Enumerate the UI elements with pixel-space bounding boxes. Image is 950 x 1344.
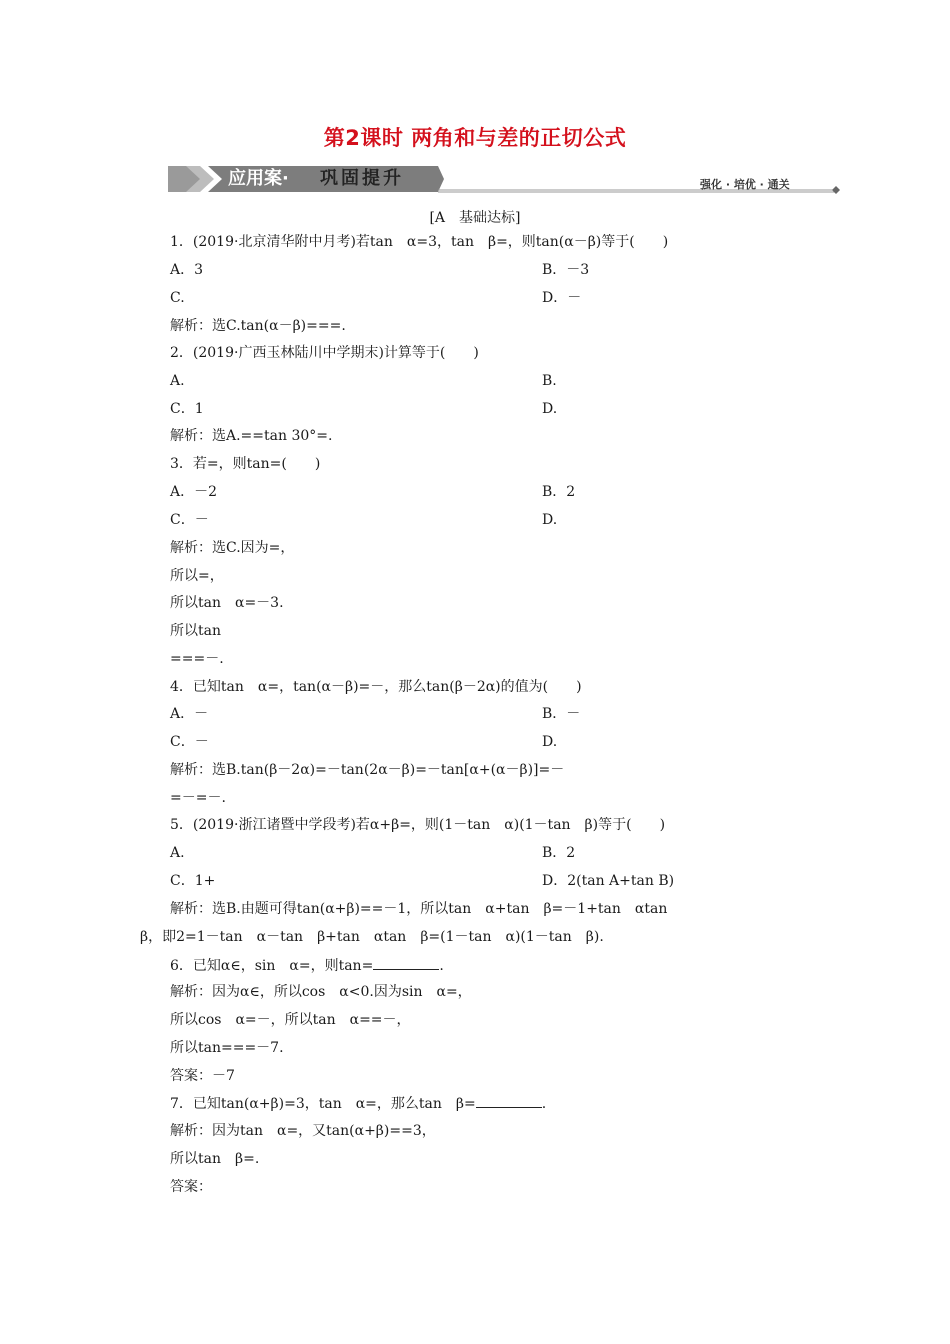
q2-option-c: C．1 bbox=[170, 401, 204, 417]
q1-option-b: B．－3 bbox=[542, 262, 590, 278]
question-6-stem bbox=[170, 955, 444, 976]
question-7-stem bbox=[170, 1093, 546, 1114]
q3-option-a: A．－2 bbox=[170, 484, 218, 500]
q1-option-d: D．－ bbox=[542, 290, 582, 306]
q4-solution-line-1: 解析：选B.tan(β－2α)=－tan(2α－β)=－tan[α+(α－β)]=－ bbox=[170, 762, 565, 778]
q7-solution-line-1: 解析：因为tan α=，又tan(α+β)==3， bbox=[170, 1123, 436, 1139]
q1-solution: 解析：选C.tan(α－β)===. bbox=[170, 318, 346, 334]
q1-option-a: A．3 bbox=[170, 262, 204, 278]
page-title: 第2课时 两角和与差的正切公式 bbox=[323, 126, 627, 150]
q3-solution-line-1: 解析：选C.因为=， bbox=[170, 540, 295, 556]
q5-option-a: A. bbox=[170, 845, 185, 861]
section-banner bbox=[168, 160, 843, 194]
q7-stem-end: . bbox=[541, 1096, 547, 1112]
diamond-icon bbox=[832, 186, 840, 194]
q6-stem-text: 6．已知α∈，sin α=，则tan= bbox=[170, 958, 374, 974]
q2-option-d: D. bbox=[542, 401, 558, 417]
q7-stem-text: 7．已知tan(α+β)=3，tan α=，那么tan β= bbox=[170, 1096, 476, 1112]
section-heading: [A 基础达标] bbox=[429, 210, 521, 226]
q3-option-c: C．－ bbox=[170, 512, 209, 528]
q3-option-d: D. bbox=[542, 512, 558, 528]
question-4-stem: 4．已知tan α=，tan(α－β)=－，那么tan(β－2α)的值为( ) bbox=[170, 679, 582, 695]
q4-solution-line-2: =－=－. bbox=[170, 790, 226, 806]
q4-option-c: C．－ bbox=[170, 734, 209, 750]
q7-solution-line-2: 所以tan β=. bbox=[170, 1151, 260, 1167]
q5-solution-line-1: 解析：选B.由题可得tan(α+β)==－1，所以tan α+tan β=－1+tan αtan bbox=[170, 901, 668, 917]
q6-answer: 答案：－7 bbox=[170, 1068, 235, 1084]
q2-option-b: B. bbox=[542, 373, 557, 389]
banner-subtitle: 巩固提升 bbox=[320, 168, 404, 189]
question-5-stem: 5．(2019·浙江诸暨中学段考)若α+β=，则(1－tan α)(1－tan β)等于( ) bbox=[170, 817, 666, 833]
q6-solution-line-1: 解析：因为α∈，所以cos α<0.因为sin α=， bbox=[170, 984, 472, 1000]
q3-solution-line-2: 所以=， bbox=[170, 568, 224, 584]
q5-solution-line-2: β，即2=1－tan α－tan β+tan αtan β=(1－tan α)(1－tan β). bbox=[140, 929, 604, 945]
q3-solution-line-3: 所以tan α=－3. bbox=[170, 595, 284, 611]
question-1-stem: 1．(2019·北京清华附中月考)若tan α=3，tan β=，则tan(α－β)等于( ) bbox=[170, 234, 669, 250]
q5-option-d: D．2(tan A+tan B) bbox=[542, 873, 675, 889]
question-2-stem: 2．(2019·广西玉林陆川中学期末)计算等于( ) bbox=[170, 345, 479, 361]
q6-answer-blank bbox=[373, 955, 439, 970]
q5-option-c: C．1+ bbox=[170, 873, 216, 889]
q4-option-d: D. bbox=[542, 734, 558, 750]
q1-option-c: C. bbox=[170, 290, 185, 306]
q3-solution-line-4: 所以tan bbox=[170, 623, 221, 639]
q4-option-b: B．－ bbox=[542, 706, 581, 722]
q3-solution-line-5: ===－. bbox=[170, 651, 224, 667]
question-3-stem: 3．若=，则tan=( ) bbox=[170, 456, 321, 472]
q6-stem-end: . bbox=[439, 958, 444, 974]
q7-answer: 答案： bbox=[170, 1179, 212, 1195]
banner-tagline: 强化 · 培优 · 通关 bbox=[700, 178, 790, 191]
q4-option-a: A．－ bbox=[170, 706, 209, 722]
q5-option-b: B．2 bbox=[542, 845, 576, 861]
q2-option-a: A. bbox=[170, 373, 185, 389]
q6-solution-line-2: 所以cos α=－，所以tan α==－， bbox=[170, 1012, 411, 1028]
q6-solution-line-3: 所以tan===－7. bbox=[170, 1040, 284, 1056]
banner-label: 应用案· bbox=[228, 168, 289, 189]
q7-answer-blank bbox=[476, 1093, 542, 1108]
q2-solution: 解析：选A.==tan 30°=. bbox=[170, 428, 333, 444]
q3-option-b: B．2 bbox=[542, 484, 576, 500]
